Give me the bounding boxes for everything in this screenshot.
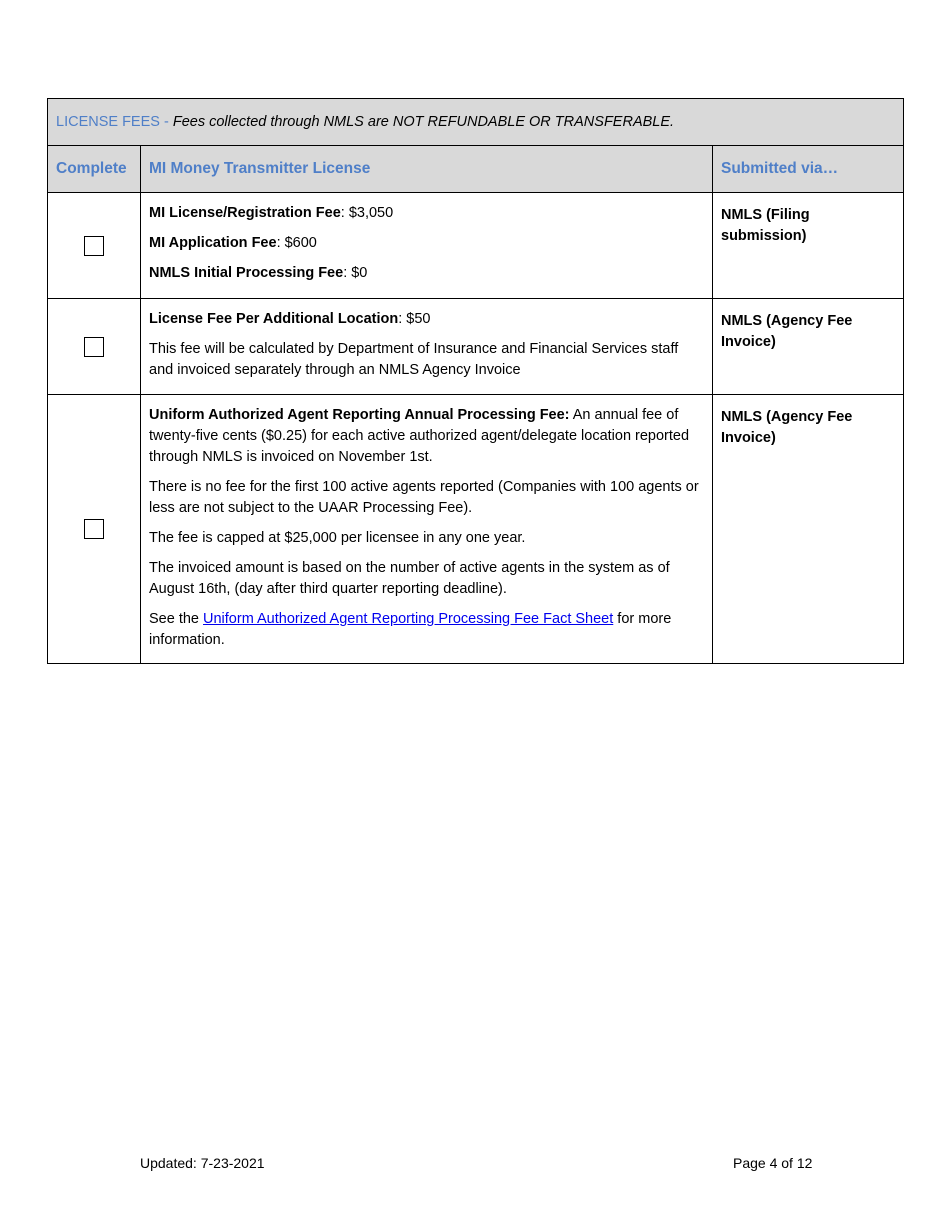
banner-cell [48, 99, 904, 146]
fee-value: An annual fee of twenty-five cents ($0.25) for each active authorized agent/delegate location reported through NMLS is invoiced on November 1st. [149, 407, 690, 465]
submitted-via-value: NMLS (Agency Fee Invoice) [713, 395, 904, 664]
fee-value: : $50 [398, 311, 431, 327]
table-row [48, 299, 904, 395]
fee-label: Uniform Authorized Agent Reporting Annual Processing Fee: [149, 407, 570, 423]
fee-note: The invoiced amount is based on the number of active agents in the system as of August 16th, (day after third quarter reporting deadline). [149, 560, 670, 597]
fee-description [141, 299, 713, 395]
submitted-via-value: NMLS (Agency Fee Invoice) [713, 299, 904, 395]
fee-label: MI License/Registration Fee [149, 205, 341, 221]
complete-cell [48, 395, 141, 664]
fee-line [149, 309, 704, 330]
table-row [48, 193, 904, 299]
complete-cell [48, 193, 141, 299]
license-fees-table [47, 98, 904, 664]
fee-line [149, 405, 704, 468]
fee-label: NMLS Initial Processing Fee [149, 265, 344, 281]
see-prefix: See the [149, 611, 204, 627]
banner-label: LICENSE FEES [56, 114, 160, 130]
header-complete: Complete [48, 146, 141, 193]
fact-sheet-link[interactable]: Uniform Authorized Agent Reporting Processing Fee Fact Sheet [203, 611, 614, 627]
submitted-via-value: NMLS (Filing submission) [713, 193, 904, 299]
fee-note: The fee is capped at $25,000 per licensee in any one year. [149, 530, 526, 546]
fee-note: This fee will be calculated by Department of Insurance and Financial Services staff and invoiced separately through an NMLS Agency Invoice [149, 341, 679, 378]
banner-note: Fees collected through NMLS are NOT REFUNDABLE OR TRANSFERABLE. [172, 114, 675, 130]
footer-page-number: Page 4 of 12 [733, 1155, 813, 1171]
fee-note: There is no fee for the first 100 active agents reported (Companies with 100 agents or less are not subject to the UAAR Processing Fee). [149, 479, 699, 516]
fee-line [149, 263, 704, 284]
fee-value: : $0 [343, 265, 368, 281]
see-more-line [149, 609, 704, 651]
header-row [48, 146, 904, 193]
fee-value: : $600 [276, 235, 317, 251]
fee-label: MI Application Fee [149, 235, 277, 251]
complete-checkbox[interactable] [84, 337, 104, 357]
fee-line [149, 203, 704, 224]
fee-value: : $3,050 [340, 205, 394, 221]
banner-row [48, 99, 904, 146]
table-row [48, 395, 904, 664]
footer-updated: Updated: 7-23-2021 [140, 1155, 265, 1171]
fee-line [149, 233, 704, 254]
complete-checkbox[interactable] [84, 236, 104, 256]
header-submitted-via: Submitted via… [713, 146, 904, 193]
fee-label: License Fee Per Additional Location [149, 311, 399, 327]
complete-checkbox[interactable] [84, 519, 104, 539]
fee-description [141, 395, 713, 664]
header-license: MI Money Transmitter License [141, 146, 713, 193]
banner-separator: - [159, 114, 173, 130]
fee-description [141, 193, 713, 299]
complete-cell [48, 299, 141, 395]
see-suffix: for more information. [149, 611, 672, 648]
